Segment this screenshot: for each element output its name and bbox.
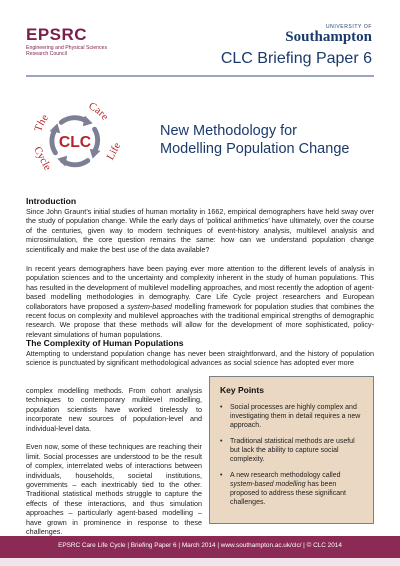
complexity-paragraph-1: Attempting to understand population change has never been straightforward, and the history of population science is punctuated by significant methodological advances as social science has adopted ever more	[26, 349, 374, 368]
introduction-paragraph-1: Since John Graunt’s initial studies of human mortality in 1662, empirical demographers have held sway over the study of population change. While the early days of ‘political arithmetics’ have ultimately, over the course of the centuries, given way to modern techniques of event-history analysis, multilevel analysis and microsimulation, the core question remains the same: how can we understand population change scientifically and make the best use of the data available?	[26, 207, 374, 254]
key-points-box	[209, 376, 374, 524]
svg-text:The	[32, 112, 51, 133]
page-header	[0, 0, 400, 84]
introduction-heading: Introduction	[26, 196, 77, 206]
introduction-paragraph-2-part-a: In recent years demographers have been paying ever more attention to the different levels of analysis in population sciences and to the uncertainty and complexity inherent in the study of human populations. This has resulted in the development of multilevel modelling approaches, and most recently the adoption of agent-based modelling methodologies in demography. Care Life Cycle project researchers and European collaborators have proposed a	[26, 264, 374, 311]
paper-title-line-1: New Methodology for	[160, 123, 298, 139]
southampton-logo	[285, 24, 372, 45]
key-point-3	[220, 471, 363, 507]
badge-word-the: The	[32, 112, 51, 134]
key-point-1: • Social processes are highly complex and investigating them in detail requires a new approach.	[220, 403, 363, 430]
complexity-column-paragraph-1: complex modelling methods. From cohort analysis techniques to contemporary multilevel modelling, population scientists have worked tirelessly to incorporate new sources of population-level and individual-level data.	[26, 386, 202, 433]
epsrc-subtitle	[26, 45, 121, 57]
care-life-cycle-badge	[26, 92, 124, 190]
introduction-paragraph-2	[26, 264, 374, 339]
badge-word-care: Care	[86, 100, 111, 123]
epsrc-logo	[26, 26, 121, 57]
key-point-3-part-b: has been proposed to address these significant challenges.	[230, 481, 346, 506]
epsrc-wordmark: EPSRC	[26, 25, 88, 44]
footer-strip	[0, 558, 400, 566]
badge-word-life: Life	[104, 140, 124, 163]
complexity-left-column	[26, 386, 202, 546]
paper-title	[160, 122, 380, 158]
key-points-list	[220, 403, 363, 507]
briefing-paper-title: CLC Briefing Paper 6	[220, 50, 372, 67]
key-point-3-emphasis: system-based modelling	[230, 481, 306, 488]
paper-title-line-2: Modelling Population Change	[160, 141, 350, 157]
page-footer	[0, 536, 400, 558]
introduction-paragraph-2-part-b: modelling framework for population studies that combines the recent focus on complexity and multilevel approaches with the traditional empirical strengths of demographic research. We propose that these methods will allow for the development of more sophisticated, policy-relevant simulations of human populations.	[26, 301, 374, 339]
badge-word-cycle: Cycle	[31, 144, 54, 173]
introduction-paragraph-2-emphasis: system-based	[127, 301, 172, 311]
complexity-column-paragraph-2: Even now, some of these techniques are reaching their limit. Social processes are understood to be the result of complex, interrelated webs of interactions between individuals, households, societal institutions, governments – each inextricably tied to the other. Traditional statistical methods struggle to capture the effects of these interactions, and thus simulation approaches – particularly agent-based modelling – have grown in prominence in response to these challenges.	[26, 442, 202, 537]
key-point-2: • Traditional statistical methods are useful but lack the ability to capture social complexity.	[220, 437, 363, 464]
svg-text:Care	[87, 100, 111, 123]
key-point-3-part-a: A new research methodology called	[230, 472, 341, 479]
key-points-title: Key Points	[220, 385, 264, 395]
badge-center-text: CLC	[58, 133, 92, 151]
epsrc-subtitle-line-1: Engineering and Physical Sciences	[26, 45, 108, 51]
southampton-university-of: UNIVERSITY OF	[325, 24, 372, 30]
epsrc-subtitle-line-2: Research Council	[26, 51, 67, 57]
header-divider	[26, 75, 374, 77]
footer-text: EPSRC Care Life Cycle | Briefing Paper 6 | March 2014 | www.southampton.ac.uk/clc/ | © CLC 2014	[58, 542, 342, 549]
complexity-heading: The Complexity of Human Populations	[26, 338, 184, 348]
southampton-wordmark: Southampton	[285, 29, 372, 45]
